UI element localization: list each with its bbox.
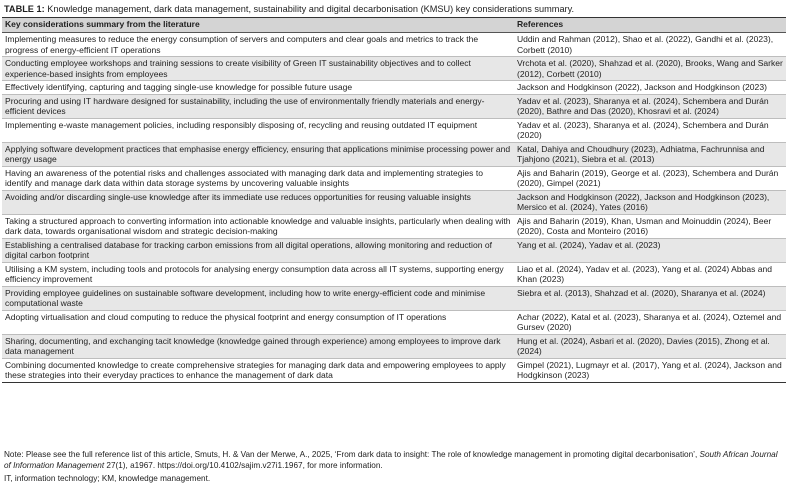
references-cell: Yadav et al. (2023), Sharanya et al. (2024), Schembera and Durán (2020) — [514, 118, 786, 142]
references-cell: Yadav et al. (2023), Sharanya et al. (2024), Schembera and Durán (2020), Bathre and Das (2020), Khosravi et al. (2024) — [514, 94, 786, 118]
header-references: References — [514, 18, 786, 33]
consideration-cell: Taking a structured approach to converting information into actionable knowledge and valuable insights, particularly when dealing with dark data, towards organisational wisdom and strategic decision-making — [2, 214, 514, 238]
table-row — [2, 262, 786, 286]
consideration-cell: Establishing a centralised database for tracking carbon emissions from all digital operations, allowing monitoring and reduction of digital carbon footprint — [2, 238, 514, 262]
table-row — [2, 94, 786, 118]
references-cell: Ajis and Baharin (2019), Khan, Usman and Moinuddin (2024), Beer (2020), Costa and Monteiro (2016) — [514, 214, 786, 238]
abbreviations-note: IT, information technology; KM, knowledge management. — [4, 474, 211, 483]
references-cell: Hung et al. (2024), Asbari et al. (2020), Davies (2015), Zhong et al. (2024) — [514, 334, 786, 358]
table-row — [2, 238, 786, 262]
references-cell: Achar (2022), Katal et al. (2023), Sharanya et al. (2024), Oztemel and Gursev (2020) — [514, 310, 786, 334]
consideration-cell: Avoiding and/or discarding single-use knowledge after its immediate use reduces opportunities for reusing valuable insights — [2, 190, 514, 214]
references-cell: Liao et al. (2024), Yadav et al. (2023), Yang et al. (2024) Abbas and Khan (2023) — [514, 262, 786, 286]
references-cell: Gimpel (2021), Lugmayr et al. (2017), Yang et al. (2024), Jackson and Hodgkinson (2023) — [514, 358, 786, 382]
consideration-cell: Sharing, documenting, and exchanging tacit knowledge (knowledge gained through experience) among employees to improve dark data management — [2, 334, 514, 358]
references-cell: Siebra et al. (2013), Shahzad et al. (2020), Sharanya et al. (2024) — [514, 286, 786, 310]
note-journal: South African Journal of Information Management — [4, 450, 778, 470]
consideration-cell: Having an awareness of the potential risks and challenges associated with managing dark data and implementing strategies to identify and manage dark data within data storage systems by uncovering valuable insights — [2, 166, 514, 190]
consideration-cell: Adopting virtualisation and cloud computing to reduce the physical footprint and energy consumption of IT operations — [2, 310, 514, 334]
consideration-cell: Utilising a KM system, including tools and protocols for analysing energy consumption data across all IT systems, supporting energy efficiency improvement — [2, 262, 514, 286]
table-row — [2, 334, 786, 358]
caption-text: Knowledge management, dark data management, sustainability and digital decarbonisation (KMSU) key considerations summary. — [44, 4, 575, 14]
consideration-cell: Combining documented knowledge to create comprehensive strategies for managing dark data and empowering employees to apply these strategies into their everyday practices to enhance the management of dark data — [2, 358, 514, 382]
header-considerations: Key considerations summary from the literature — [2, 18, 514, 33]
references-cell: Katal, Dahiya and Choudhury (2023), Adhiatma, Fachrunnisa and Tjahjono (2021), Siebra et al. (2013) — [514, 142, 786, 166]
consideration-cell: Implementing measures to reduce the energy consumption of servers and computers and clear goals and metrics to track the progress of energy-efficient IT operations — [2, 33, 514, 57]
references-cell: Yang et al. (2024), Yadav et al. (2023) — [514, 238, 786, 262]
table-note — [4, 450, 784, 471]
consideration-cell: Implementing e-waste management policies, including responsibly disposing of, recycling and reusing outdated IT equipment — [2, 118, 514, 142]
header-row — [2, 18, 786, 33]
table-row — [2, 57, 786, 81]
note-text-1: Note: Please see the full reference list of this article, Smuts, H. & Van der Merwe, A., 2025, ‘From dark data to insight: The role of knowledge management in promoting digital decarbonisation’, — [4, 450, 700, 459]
references-cell: Jackson and Hodgkinson (2022), Jackson and Hodgkinson (2023) — [514, 81, 786, 95]
consideration-cell: Providing employee guidelines on sustainable software development, including how to write energy-efficient code and minimise computational waste — [2, 286, 514, 310]
references-cell: Vrchota et al. (2020), Shahzad et al. (2020), Brooks, Wang and Sarker (2012), Corbett (2010) — [514, 57, 786, 81]
consideration-cell: Conducting employee workshops and training sessions to create visibility of Green IT sustainability objectives and to collect experience-based insights from employees — [2, 57, 514, 81]
table-row — [2, 166, 786, 190]
consideration-cell: Procuring and using IT hardware designed for sustainability, including the use of environmentally friendly materials and energy-efficient devices — [2, 94, 514, 118]
table-row — [2, 190, 786, 214]
caption-label: TABLE 1: — [4, 4, 45, 14]
table-row — [2, 358, 786, 382]
table-body — [2, 33, 786, 383]
consideration-cell: Applying software development practices that emphasise energy efficiency, ensuring that applications minimise processing power and energy usage — [2, 142, 514, 166]
references-cell: Jackson and Hodgkinson (2022), Jackson and Hodgkinson (2023), Mersico et al. (2024), Yates (2016) — [514, 190, 786, 214]
table-caption — [4, 3, 784, 15]
table-row — [2, 81, 786, 95]
table-row — [2, 310, 786, 334]
note-text-2: 27(1), a1967. https://doi.org/10.4102/sajim.v27i1.1967, for more information. — [104, 460, 383, 470]
considerations-table — [2, 17, 786, 383]
references-cell: Uddin and Rahman (2012), Shao et al. (2022), Gandhi et al. (2023), Corbett (2010) — [514, 33, 786, 57]
table-row — [2, 286, 786, 310]
consideration-cell: Effectively identifying, capturing and tagging single-use knowledge for possible future usage — [2, 81, 514, 95]
table-row — [2, 118, 786, 142]
table-row — [2, 33, 786, 57]
references-cell: Ajis and Baharin (2019), George et al. (2023), Schembera and Durán (2020), Gimpel (2021) — [514, 166, 786, 190]
table-row — [2, 142, 786, 166]
table-row — [2, 214, 786, 238]
